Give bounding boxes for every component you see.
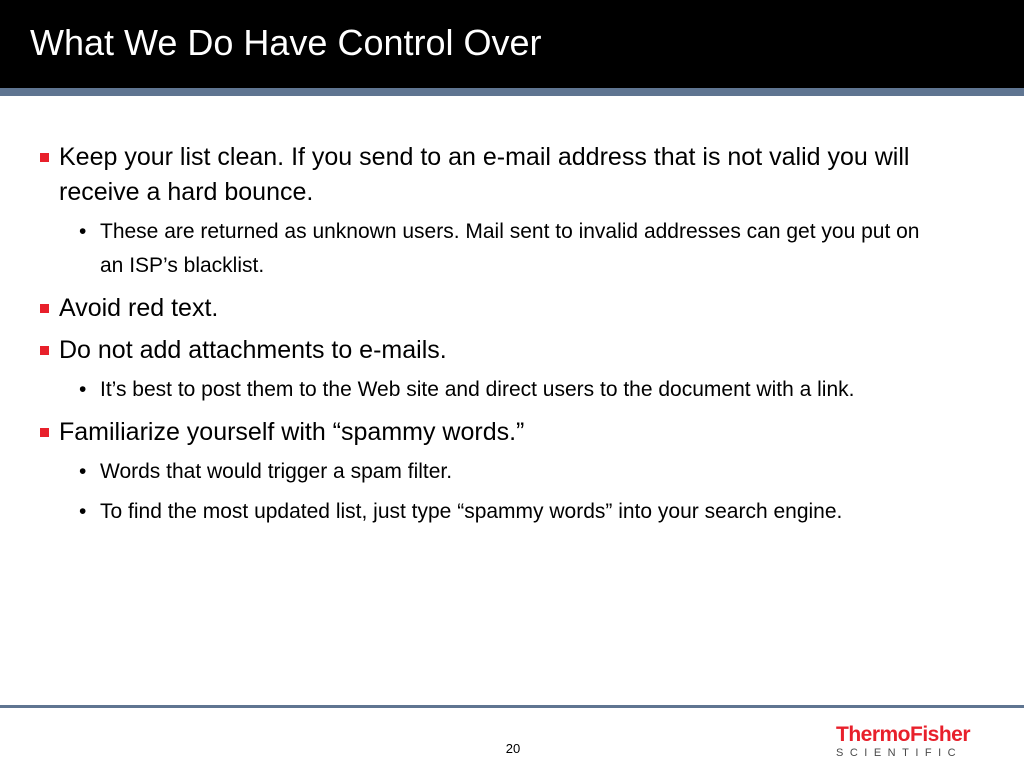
dot-bullet-icon: • [79,220,87,243]
bullet-text: Avoid red text. [59,294,219,322]
page-number: 20 [505,741,521,756]
sub-bullet-item [77,215,986,283]
square-bullet-icon [40,346,49,355]
dot-bullet-icon: • [79,378,87,401]
sub-bullet-text: These are returned as unknown users. Mail sent to invalid addresses can get you put on an ISP’s blacklist. [100,220,920,277]
slide-content [36,140,986,537]
sub-bullet-item [77,495,986,529]
footer-divider [0,705,1024,708]
bullet-text: Keep your list clean. If you send to an e-mail address that is not valid you will receive a hard bounce. [59,143,910,206]
sub-bullet-item [77,373,986,407]
dot-bullet-icon: • [79,500,87,523]
title-divider [0,88,1024,96]
bullet-item [36,140,986,210]
square-bullet-icon [40,304,49,313]
sub-bullet-item [77,455,986,489]
bullet-item [36,333,986,368]
logo-subtitle: SCIENTIFIC [836,747,963,759]
bullet-text: Do not add attachments to e-mails. [59,336,447,364]
sub-bullet-text: It’s best to post them to the Web site and direct users to the document with a link. [100,378,855,401]
bullet-item [36,291,986,326]
title-bar [0,0,1024,88]
bullet-text: Familiarize yourself with “spammy words.” [59,418,525,446]
bullet-item [36,415,986,450]
sub-bullet-text: To find the most updated list, just type “spammy words” into your search engine. [100,500,843,523]
thermo-fisher-logo [836,724,976,760]
dot-bullet-icon: • [79,460,87,483]
logo-wordmark: ThermoFisher [836,723,971,746]
square-bullet-icon [40,428,49,437]
sub-bullet-text: Words that would trigger a spam filter. [100,460,453,483]
slide-title: What We Do Have Control Over [30,22,542,63]
square-bullet-icon [40,153,49,162]
